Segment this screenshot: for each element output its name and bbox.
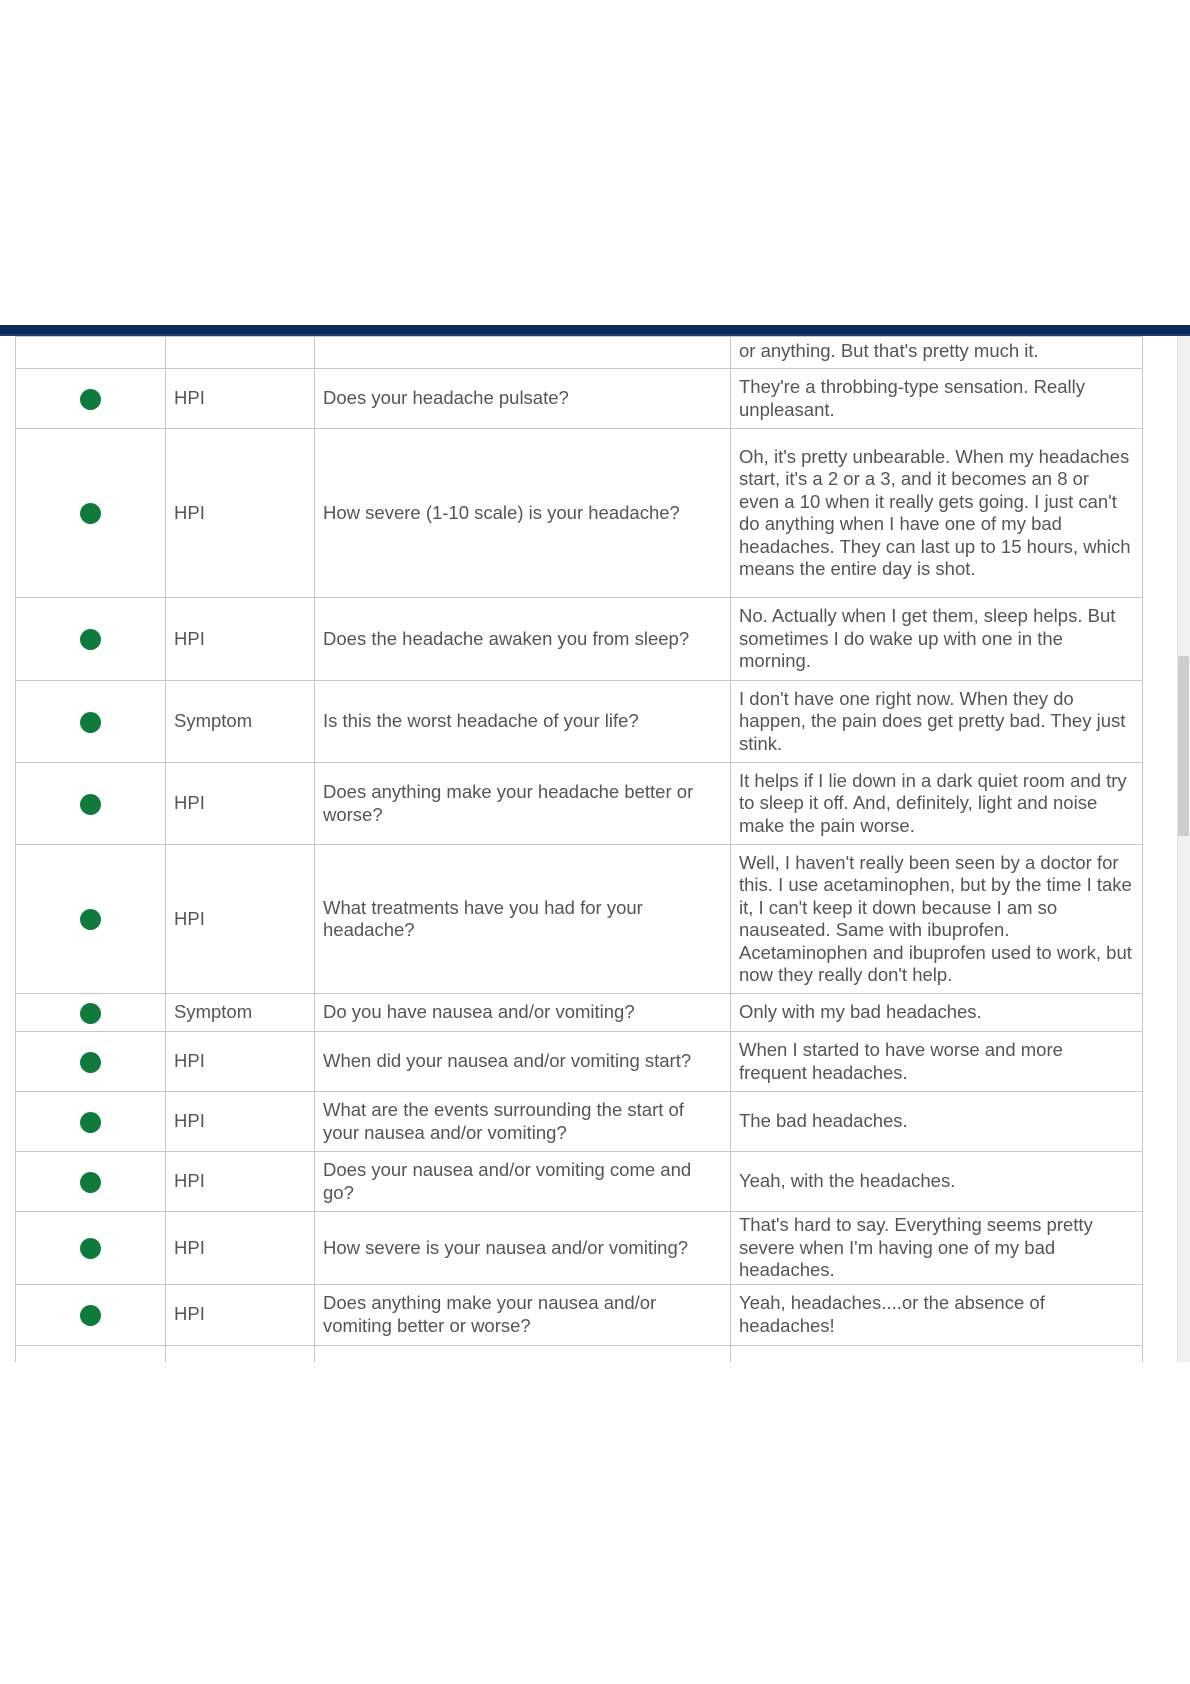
category-cell: HPI [166, 845, 315, 994]
question-cell: Does your headache pulsate? [315, 369, 731, 429]
table-row [16, 1284, 1143, 1345]
interview-screen [0, 325, 1190, 1362]
answer-cell: I don't have one right now. When they do happen, the pain does get pretty bad. They just stink. [731, 681, 1143, 763]
question-cell [315, 337, 731, 369]
status-dot-icon [80, 503, 101, 524]
table-row [16, 763, 1143, 845]
question-cell: Does your nausea and/or vomiting come and go? [315, 1152, 731, 1212]
category-cell: Symptom [166, 681, 315, 763]
answer-cell: They're a throbbing-type sensation. Really unpleasant. [731, 369, 1143, 429]
status-cell [16, 994, 166, 1032]
status-dot-icon [80, 1112, 101, 1133]
status-cell [16, 1284, 166, 1345]
header-bar [0, 325, 1190, 336]
status-dot-icon [80, 1238, 101, 1259]
category-cell: HPI [166, 1152, 315, 1212]
question-cell: Does anything make your nausea and/or vomiting better or worse? [315, 1284, 731, 1345]
table-row [16, 1032, 1143, 1092]
status-cell [16, 763, 166, 845]
interview-table-body [16, 337, 1143, 1363]
table-row [16, 994, 1143, 1032]
status-dot-icon [80, 909, 101, 930]
answer-cell: The bad headaches. [731, 1092, 1143, 1152]
answer-cell: It helps if I lie down in a dark quiet room and try to sleep it off. And, definitely, light and noise make the pain worse. [731, 763, 1143, 845]
question-cell: Does anything make your headache better or worse? [315, 763, 731, 845]
status-dot-icon [80, 1172, 101, 1193]
status-dot-icon [80, 629, 101, 650]
category-cell: HPI [166, 1092, 315, 1152]
answer-cell: That's hard to say. Everything seems pretty severe when I'm having one of my bad headaches. [731, 1212, 1143, 1285]
category-cell: HPI [166, 369, 315, 429]
question-cell: How severe (1-10 scale) is your headache? [315, 429, 731, 598]
table-row [16, 1345, 1143, 1362]
answer-cell: Yeah, with the headaches. [731, 1152, 1143, 1212]
status-dot-icon [80, 794, 101, 815]
answer-cell: Well, I haven't really been seen by a doctor for this. I use acetaminophen, but by the time I take it, I can't keep it down because I am so nauseated. Same with ibuprofen. Acetaminophen and ibuprofen used to work, but now they really don't help. [731, 845, 1143, 994]
table-row [16, 598, 1143, 681]
table-row [16, 1092, 1143, 1152]
question-cell: What treatments have you had for your headache? [315, 845, 731, 994]
status-dot-icon [80, 1003, 101, 1024]
answer-cell: Only with my bad headaches. [731, 994, 1143, 1032]
status-cell [16, 429, 166, 598]
table-row [16, 1212, 1143, 1285]
empty-cell [166, 1345, 315, 1362]
status-cell [16, 369, 166, 429]
table-row [16, 429, 1143, 598]
category-cell: HPI [166, 1032, 315, 1092]
question-cell: Is this the worst headache of your life? [315, 681, 731, 763]
question-cell: What are the events surrounding the start of your nausea and/or vomiting? [315, 1092, 731, 1152]
category-cell: HPI [166, 429, 315, 598]
status-dot-icon [80, 1052, 101, 1073]
category-cell: HPI [166, 763, 315, 845]
status-cell [16, 1212, 166, 1285]
question-cell: Do you have nausea and/or vomiting? [315, 994, 731, 1032]
table-row [16, 681, 1143, 763]
status-dot-icon [80, 712, 101, 733]
question-cell: Does the headache awaken you from sleep? [315, 598, 731, 681]
status-cell [16, 598, 166, 681]
status-dot-icon [80, 1305, 101, 1326]
table-row [16, 369, 1143, 429]
answer-cell: or anything. But that's pretty much it. [731, 337, 1143, 369]
empty-cell [16, 1345, 166, 1362]
question-cell: How severe is your nausea and/or vomiting? [315, 1212, 731, 1285]
table-row [16, 1152, 1143, 1212]
answer-cell: No. Actually when I get them, sleep helps. But sometimes I do wake up with one in the morning. [731, 598, 1143, 681]
category-cell: HPI [166, 1284, 315, 1345]
interview-table [15, 336, 1143, 1362]
table-row [16, 337, 1143, 369]
status-cell [16, 845, 166, 994]
status-cell [16, 337, 166, 369]
answer-cell: Oh, it's pretty unbearable. When my headaches start, it's a 2 or a 3, and it becomes an 8 or even a 10 when it really gets going. I just can't do anything when I have one of my bad headaches. They can last up to 15 hours, which means the entire day is shot. [731, 429, 1143, 598]
category-cell: Symptom [166, 994, 315, 1032]
scrollbar-thumb[interactable] [1178, 656, 1189, 836]
status-cell [16, 1152, 166, 1212]
empty-cell [731, 1345, 1143, 1362]
category-cell: HPI [166, 598, 315, 681]
category-cell: HPI [166, 1212, 315, 1285]
status-cell [16, 1032, 166, 1092]
status-cell [16, 681, 166, 763]
empty-cell [315, 1345, 731, 1362]
status-dot-icon [80, 389, 101, 410]
status-cell [16, 1092, 166, 1152]
answer-cell: Yeah, headaches....or the absence of headaches! [731, 1284, 1143, 1345]
question-cell: When did your nausea and/or vomiting start? [315, 1032, 731, 1092]
category-cell [166, 337, 315, 369]
vertical-scrollbar[interactable] [1177, 336, 1190, 1362]
answer-cell: When I started to have worse and more frequent headaches. [731, 1032, 1143, 1092]
table-row [16, 845, 1143, 994]
